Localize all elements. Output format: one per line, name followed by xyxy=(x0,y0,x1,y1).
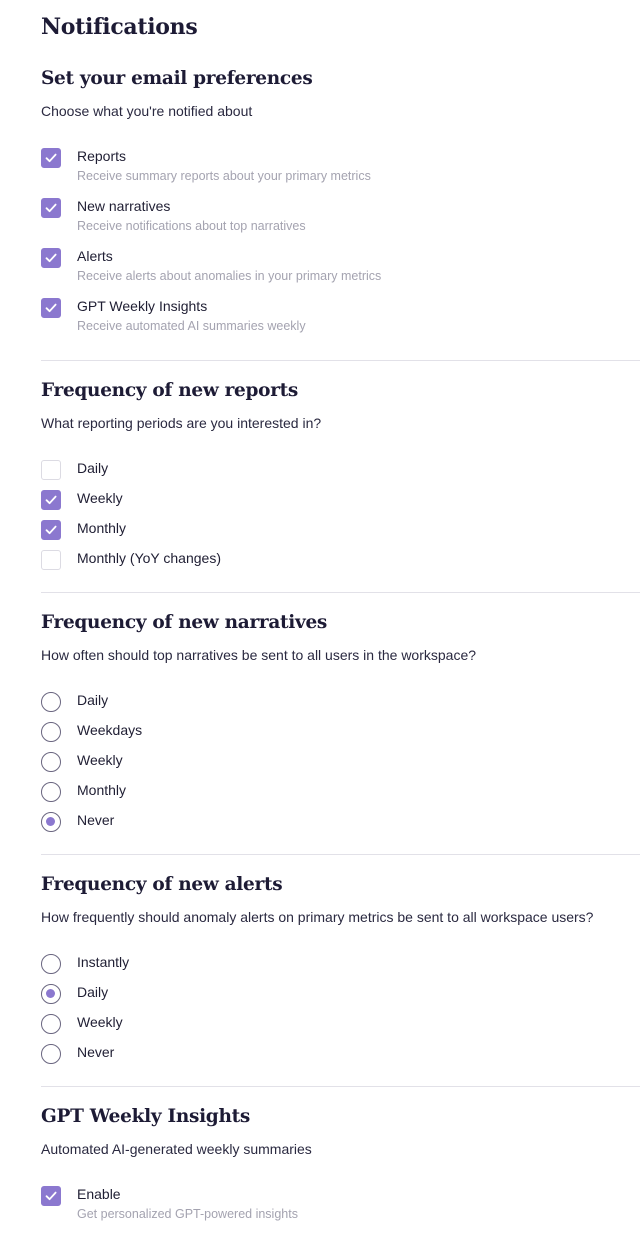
option-label: Alerts xyxy=(77,248,113,264)
section-title: Frequency of new alerts xyxy=(41,874,283,895)
section-description: How often should top narratives be sent to all users in the workspace? xyxy=(41,647,477,663)
radio-narratives-weekly[interactable] xyxy=(41,752,601,774)
checkbox[interactable] xyxy=(41,198,61,218)
checkbox-gpt-enable[interactable] xyxy=(41,1186,601,1221)
section-title: GPT Weekly Insights xyxy=(41,1106,250,1127)
checkbox[interactable] xyxy=(41,490,61,510)
option-label: New narratives xyxy=(77,198,171,214)
checkbox-new-narratives[interactable] xyxy=(41,198,601,233)
checkbox[interactable] xyxy=(41,298,61,318)
option-label: Weekly xyxy=(77,1014,123,1030)
option-description: Get personalized GPT-powered insights xyxy=(77,1207,298,1221)
section-title: Frequency of new narratives xyxy=(41,612,328,633)
checkbox[interactable] xyxy=(41,1186,61,1206)
section-title: Set your email preferences xyxy=(41,68,313,89)
checkbox-reports-monthly-yoy[interactable] xyxy=(41,550,601,572)
option-label: Never xyxy=(77,1044,115,1060)
option-description: Receive automated AI summaries weekly xyxy=(77,319,306,333)
check-icon xyxy=(44,251,58,265)
section-description: How frequently should anomaly alerts on primary metrics be sent to all workspace users? xyxy=(41,909,594,925)
divider xyxy=(41,1086,640,1087)
radio-button[interactable] xyxy=(41,722,61,742)
radio-button[interactable] xyxy=(41,1044,61,1064)
option-label: Monthly xyxy=(77,782,127,798)
radio-alerts-never[interactable] xyxy=(41,1044,601,1066)
option-label: Monthly (YoY changes) xyxy=(77,550,221,566)
checkbox-gpt-weekly-insights[interactable] xyxy=(41,298,601,333)
option-label: Reports xyxy=(77,148,127,164)
check-icon xyxy=(44,523,58,537)
option-label: Daily xyxy=(77,460,109,476)
divider xyxy=(41,360,640,361)
radio-alerts-daily[interactable] xyxy=(41,984,601,1006)
checkbox-reports-monthly[interactable] xyxy=(41,520,601,542)
checkbox[interactable] xyxy=(41,248,61,268)
option-label: Daily xyxy=(77,984,109,1000)
option-label: Weekly xyxy=(77,490,123,506)
option-label: Daily xyxy=(77,692,109,708)
option-label: Weekdays xyxy=(77,722,143,738)
option-label: Instantly xyxy=(77,954,130,970)
section-description: What reporting periods are you interested in? xyxy=(41,415,322,431)
option-label: Never xyxy=(77,812,115,828)
radio-alerts-instantly[interactable] xyxy=(41,954,601,976)
checkbox[interactable] xyxy=(41,550,61,570)
checkbox-alerts[interactable] xyxy=(41,248,601,283)
check-icon xyxy=(44,151,58,165)
section-description: Choose what you're notified about xyxy=(41,103,253,119)
option-label: GPT Weekly Insights xyxy=(77,298,208,314)
check-icon xyxy=(44,493,58,507)
page-title: Notifications xyxy=(41,14,198,40)
radio-button[interactable] xyxy=(41,782,61,802)
check-icon xyxy=(44,301,58,315)
radio-button[interactable] xyxy=(41,692,61,712)
radio-button[interactable] xyxy=(41,752,61,772)
option-description: Receive summary reports about your primary metrics xyxy=(77,169,371,183)
radio-button[interactable] xyxy=(41,1014,61,1034)
checkbox-reports-daily[interactable] xyxy=(41,460,601,482)
checkbox[interactable] xyxy=(41,148,61,168)
radio-narratives-never[interactable] xyxy=(41,812,601,834)
checkbox-reports-weekly[interactable] xyxy=(41,490,601,512)
radio-button[interactable] xyxy=(41,984,61,1004)
radio-narratives-daily[interactable] xyxy=(41,692,601,714)
radio-alerts-weekly[interactable] xyxy=(41,1014,601,1036)
divider xyxy=(41,592,640,593)
check-icon xyxy=(44,1189,58,1203)
option-label: Monthly xyxy=(77,520,127,536)
checkbox[interactable] xyxy=(41,520,61,540)
section-title: Frequency of new reports xyxy=(41,380,299,401)
option-label: Enable xyxy=(77,1186,121,1202)
radio-narratives-weekdays[interactable] xyxy=(41,722,601,744)
check-icon xyxy=(44,201,58,215)
section-description: Automated AI-generated weekly summaries xyxy=(41,1141,312,1157)
option-description: Receive notifications about top narratives xyxy=(77,219,306,233)
radio-dot-icon xyxy=(46,817,55,826)
radio-button[interactable] xyxy=(41,954,61,974)
checkbox-reports[interactable] xyxy=(41,148,601,183)
option-label: Weekly xyxy=(77,752,123,768)
option-description: Receive alerts about anomalies in your primary metrics xyxy=(77,269,382,283)
divider xyxy=(41,854,640,855)
radio-button[interactable] xyxy=(41,812,61,832)
radio-narratives-monthly[interactable] xyxy=(41,782,601,804)
checkbox[interactable] xyxy=(41,460,61,480)
radio-dot-icon xyxy=(46,989,55,998)
